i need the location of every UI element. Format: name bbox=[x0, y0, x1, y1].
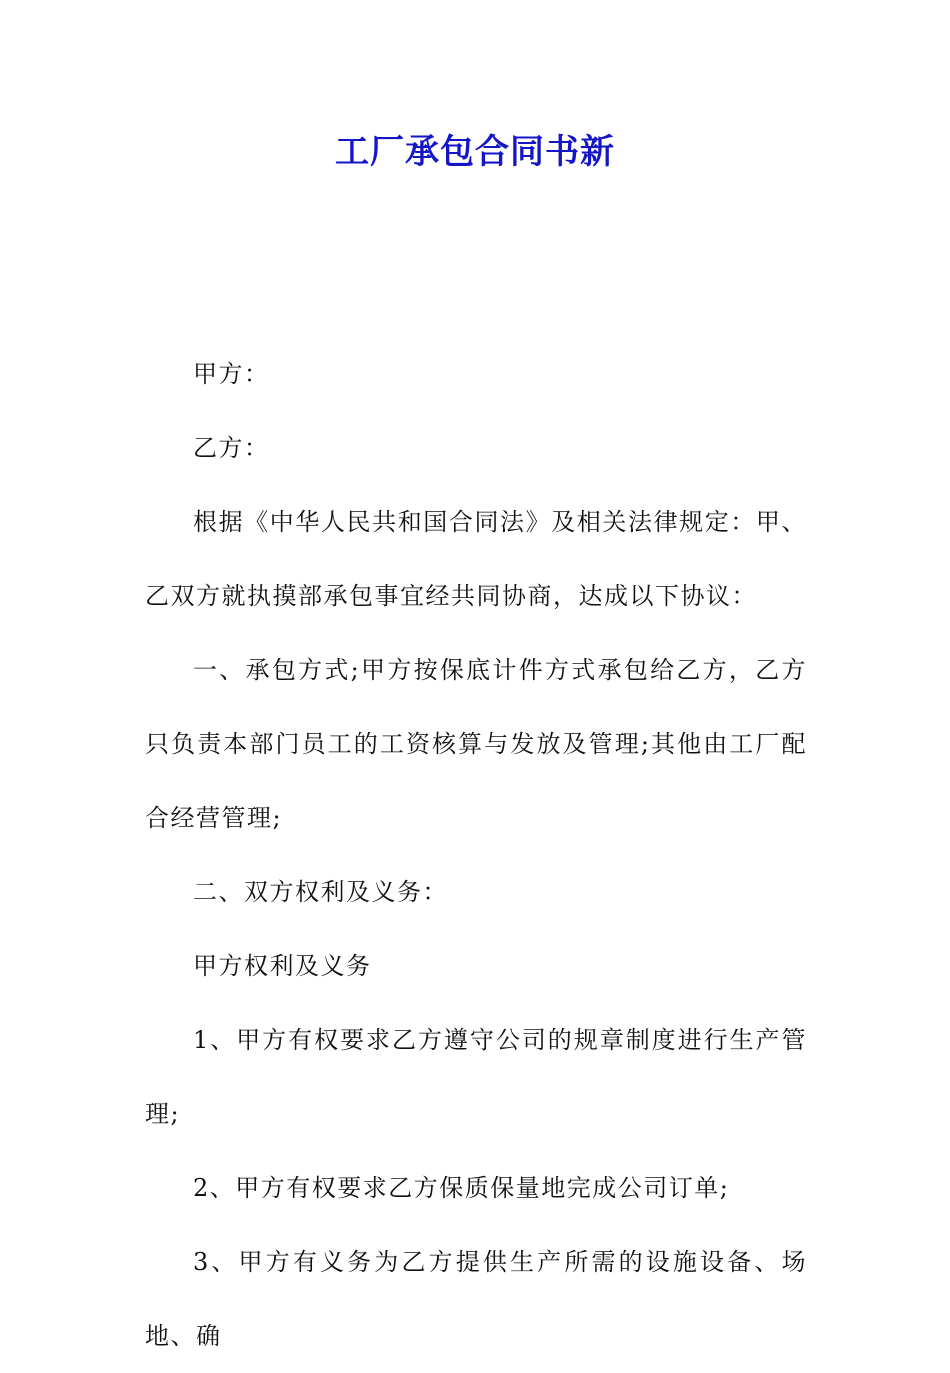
paragraph-clause-2: 2、甲方有权要求乙方保质保量地完成公司订单; bbox=[193, 1174, 730, 1202]
paragraph-clause-1: 1、甲方有权要求乙方遵守公司的规章制度进行生产管理; bbox=[145, 1026, 807, 1128]
paragraph-contract-method: 一、承包方式;甲方按保底计件方式承包给乙方，乙方只负责本部门员工的工资核算与发放及管理;其他由工厂配合经营管理; bbox=[145, 656, 807, 832]
paragraph-party-a-rights-heading: 甲方权利及义务 bbox=[193, 952, 372, 980]
paragraph-rights-heading: 二、双方权利及义务： bbox=[193, 878, 448, 906]
document-body bbox=[145, 337, 807, 1373]
paragraph-party-a: 甲方： bbox=[193, 360, 270, 388]
paragraph-clause-3: 3、甲方有义务为乙方提供生产所需的设施设备、场地、确 bbox=[145, 1248, 807, 1350]
paragraph-preamble: 根据《中华人民共和国合同法》及相关法律规定：甲、乙双方就执摸部承包事宜经共同协商，达成以下协议： bbox=[145, 508, 807, 610]
paragraph-party-b: 乙方： bbox=[193, 434, 270, 462]
document-title: 工厂承包合同书新 bbox=[335, 132, 615, 172]
